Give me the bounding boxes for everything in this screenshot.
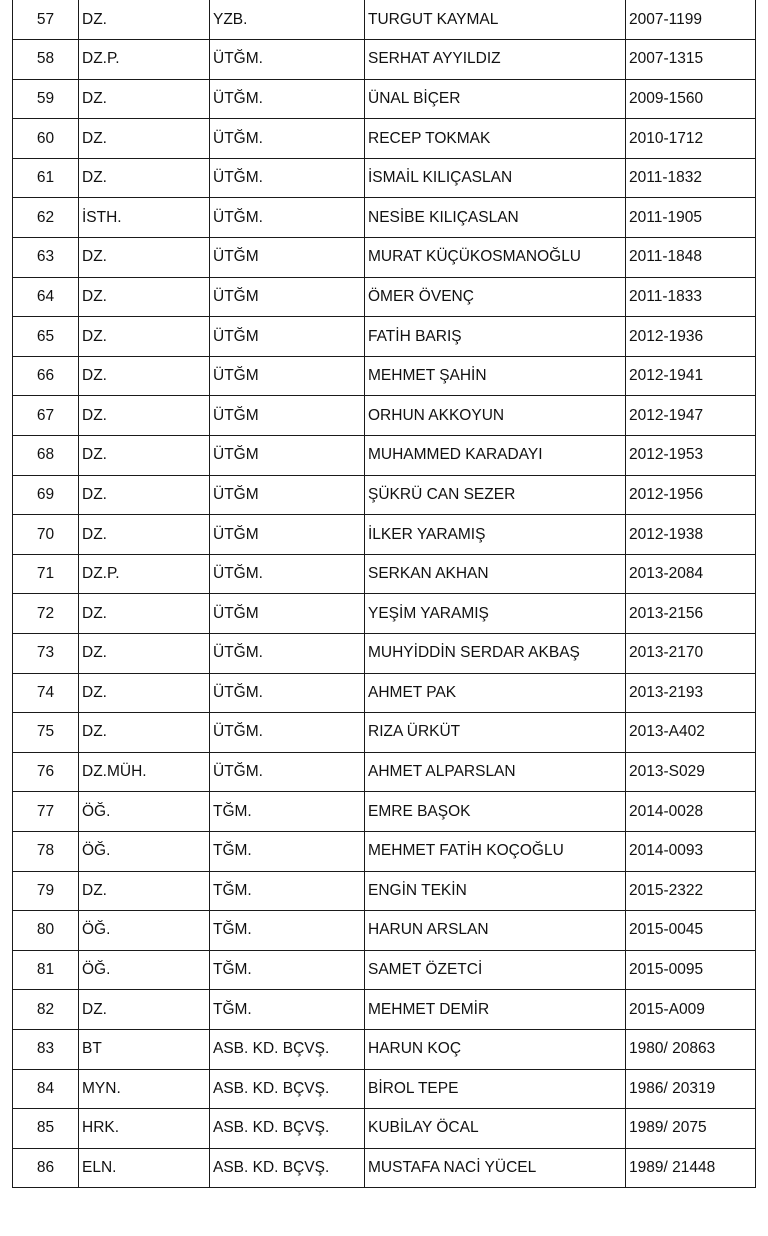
registry-number-cell: 2011-1833 — [626, 277, 756, 317]
name-cell: SAMET ÖZETCİ — [365, 950, 626, 990]
registry-number-cell: 1980/ 20863 — [626, 1029, 756, 1069]
branch-cell: DZ. — [79, 673, 210, 713]
row-number: 67 — [13, 396, 79, 436]
row-number: 63 — [13, 238, 79, 278]
name-cell: MUSTAFA NACİ YÜCEL — [365, 1148, 626, 1188]
registry-number-cell: 2015-A009 — [626, 990, 756, 1030]
table-row — [13, 713, 756, 753]
row-number: 78 — [13, 831, 79, 871]
row-number: 74 — [13, 673, 79, 713]
registry-number-cell: 1989/ 21448 — [626, 1148, 756, 1188]
branch-cell: DZ. — [79, 277, 210, 317]
branch-cell: DZ. — [79, 990, 210, 1030]
rank-cell: ASB. KD. BÇVŞ. — [210, 1109, 365, 1149]
name-cell: BİROL TEPE — [365, 1069, 626, 1109]
rank-cell: ÜTĞM. — [210, 158, 365, 198]
table-row — [13, 238, 756, 278]
rank-cell: ÜTĞM. — [210, 634, 365, 674]
rank-cell: ÜTĞM — [210, 317, 365, 357]
branch-cell: DZ.P. — [79, 40, 210, 80]
rank-cell: ÜTĞM. — [210, 713, 365, 753]
branch-cell: DZ.MÜH. — [79, 752, 210, 792]
branch-cell: ÖĞ. — [79, 831, 210, 871]
name-cell: HARUN ARSLAN — [365, 911, 626, 951]
name-cell: NESİBE KILIÇASLAN — [365, 198, 626, 238]
row-number: 81 — [13, 950, 79, 990]
rank-cell: ÜTĞM — [210, 396, 365, 436]
name-cell: FATİH BARIŞ — [365, 317, 626, 357]
row-number: 66 — [13, 356, 79, 396]
row-number: 62 — [13, 198, 79, 238]
branch-cell: DZ. — [79, 119, 210, 159]
name-cell: SERKAN AKHAN — [365, 554, 626, 594]
row-number: 77 — [13, 792, 79, 832]
name-cell: TURGUT KAYMAL — [365, 0, 626, 40]
row-number: 58 — [13, 40, 79, 80]
registry-number-cell: 1986/ 20319 — [626, 1069, 756, 1109]
rank-cell: ÜTĞM. — [210, 40, 365, 80]
branch-cell: DZ. — [79, 475, 210, 515]
branch-cell: DZ. — [79, 871, 210, 911]
row-number: 76 — [13, 752, 79, 792]
registry-number-cell: 2012-1936 — [626, 317, 756, 357]
rank-cell: ÜTĞM — [210, 238, 365, 278]
branch-cell: DZ. — [79, 79, 210, 119]
branch-cell: ÖĞ. — [79, 792, 210, 832]
branch-cell: MYN. — [79, 1069, 210, 1109]
name-cell: RIZA ÜRKÜT — [365, 713, 626, 753]
name-cell: MEHMET ŞAHİN — [365, 356, 626, 396]
registry-number-cell: 2012-1938 — [626, 515, 756, 555]
registry-number-cell: 2015-0095 — [626, 950, 756, 990]
row-number: 61 — [13, 158, 79, 198]
rank-cell: TĞM. — [210, 831, 365, 871]
rank-cell: ÜTĞM. — [210, 673, 365, 713]
branch-cell: ÖĞ. — [79, 950, 210, 990]
registry-number-cell: 2013-2084 — [626, 554, 756, 594]
name-cell: YEŞİM YARAMIŞ — [365, 594, 626, 634]
rank-cell: ÜTĞM. — [210, 198, 365, 238]
rank-cell: ÜTĞM — [210, 475, 365, 515]
rank-cell: ASB. KD. BÇVŞ. — [210, 1148, 365, 1188]
table-row — [13, 554, 756, 594]
row-number: 82 — [13, 990, 79, 1030]
registry-number-cell: 2007-1199 — [626, 0, 756, 40]
name-cell: ORHUN AKKOYUN — [365, 396, 626, 436]
table-row — [13, 990, 756, 1030]
name-cell: ŞÜKRÜ CAN SEZER — [365, 475, 626, 515]
table-row — [13, 792, 756, 832]
rank-cell: ÜTĞM — [210, 436, 365, 476]
name-cell: ÜNAL BİÇER — [365, 79, 626, 119]
table-row — [13, 871, 756, 911]
row-number: 79 — [13, 871, 79, 911]
branch-cell: DZ. — [79, 634, 210, 674]
registry-number-cell: 2011-1905 — [626, 198, 756, 238]
name-cell: KUBİLAY ÖCAL — [365, 1109, 626, 1149]
rank-cell: ÜTĞM. — [210, 79, 365, 119]
registry-number-cell: 2011-1832 — [626, 158, 756, 198]
registry-number-cell: 2013-S029 — [626, 752, 756, 792]
branch-cell: DZ. — [79, 356, 210, 396]
row-number: 70 — [13, 515, 79, 555]
name-cell: HARUN KOÇ — [365, 1029, 626, 1069]
table-row — [13, 1069, 756, 1109]
branch-cell: DZ. — [79, 158, 210, 198]
row-number: 75 — [13, 713, 79, 753]
name-cell: İSMAİL KILIÇASLAN — [365, 158, 626, 198]
registry-number-cell: 2013-2170 — [626, 634, 756, 674]
table-row — [13, 1109, 756, 1149]
table-row — [13, 673, 756, 713]
branch-cell: ÖĞ. — [79, 911, 210, 951]
row-number: 83 — [13, 1029, 79, 1069]
registry-number-cell: 2014-0028 — [626, 792, 756, 832]
name-cell: SERHAT AYYILDIZ — [365, 40, 626, 80]
rank-cell: TĞM. — [210, 792, 365, 832]
registry-number-cell: 2013-2193 — [626, 673, 756, 713]
row-number: 73 — [13, 634, 79, 674]
branch-cell: DZ.P. — [79, 554, 210, 594]
row-number: 57 — [13, 0, 79, 40]
name-cell: MEHMET FATİH KOÇOĞLU — [365, 831, 626, 871]
registry-number-cell: 2014-0093 — [626, 831, 756, 871]
row-number: 69 — [13, 475, 79, 515]
branch-cell: HRK. — [79, 1109, 210, 1149]
row-number: 85 — [13, 1109, 79, 1149]
branch-cell: DZ. — [79, 238, 210, 278]
table-row — [13, 158, 756, 198]
row-number: 71 — [13, 554, 79, 594]
table-row — [13, 198, 756, 238]
rank-cell: ÜTĞM — [210, 515, 365, 555]
registry-number-cell: 2015-0045 — [626, 911, 756, 951]
row-number: 65 — [13, 317, 79, 357]
registry-number-cell: 1989/ 2075 — [626, 1109, 756, 1149]
rank-cell: ASB. KD. BÇVŞ. — [210, 1069, 365, 1109]
branch-cell: DZ. — [79, 436, 210, 476]
branch-cell: DZ. — [79, 594, 210, 634]
registry-number-cell: 2009-1560 — [626, 79, 756, 119]
name-cell: ÖMER ÖVENÇ — [365, 277, 626, 317]
registry-number-cell: 2011-1848 — [626, 238, 756, 278]
registry-number-cell: 2015-2322 — [626, 871, 756, 911]
rank-cell: ÜTĞM. — [210, 119, 365, 159]
personnel-table — [12, 0, 756, 1188]
rank-cell: ÜTĞM — [210, 277, 365, 317]
table-row — [13, 831, 756, 871]
table-row — [13, 119, 756, 159]
rank-cell: TĞM. — [210, 911, 365, 951]
rank-cell: ÜTĞM — [210, 356, 365, 396]
table-row — [13, 594, 756, 634]
name-cell: MEHMET DEMİR — [365, 990, 626, 1030]
table-row — [13, 277, 756, 317]
row-number: 60 — [13, 119, 79, 159]
row-number: 59 — [13, 79, 79, 119]
registry-number-cell: 2012-1941 — [626, 356, 756, 396]
branch-cell: BT — [79, 1029, 210, 1069]
name-cell: İLKER YARAMIŞ — [365, 515, 626, 555]
registry-number-cell: 2010-1712 — [626, 119, 756, 159]
table-body — [13, 0, 756, 1188]
registry-number-cell: 2007-1315 — [626, 40, 756, 80]
table-row — [13, 1029, 756, 1069]
name-cell: ENGİN TEKİN — [365, 871, 626, 911]
registry-number-cell: 2012-1953 — [626, 436, 756, 476]
registry-number-cell: 2013-2156 — [626, 594, 756, 634]
name-cell: MURAT KÜÇÜKOSMANOĞLU — [365, 238, 626, 278]
roster-sheet — [12, 0, 756, 1188]
branch-cell: ELN. — [79, 1148, 210, 1188]
table-row — [13, 950, 756, 990]
row-number: 80 — [13, 911, 79, 951]
table-row — [13, 475, 756, 515]
table-row — [13, 752, 756, 792]
name-cell: RECEP TOKMAK — [365, 119, 626, 159]
name-cell: AHMET ALPARSLAN — [365, 752, 626, 792]
name-cell: MUHYİDDİN SERDAR AKBAŞ — [365, 634, 626, 674]
registry-number-cell: 2013-A402 — [626, 713, 756, 753]
row-number: 86 — [13, 1148, 79, 1188]
row-number: 72 — [13, 594, 79, 634]
rank-cell: TĞM. — [210, 990, 365, 1030]
branch-cell: İSTH. — [79, 198, 210, 238]
table-row — [13, 911, 756, 951]
branch-cell: DZ. — [79, 0, 210, 40]
table-row — [13, 356, 756, 396]
table-row — [13, 1148, 756, 1188]
rank-cell: TĞM. — [210, 871, 365, 911]
row-number: 64 — [13, 277, 79, 317]
branch-cell: DZ. — [79, 713, 210, 753]
name-cell: AHMET PAK — [365, 673, 626, 713]
rank-cell: ÜTĞM — [210, 594, 365, 634]
table-row — [13, 0, 756, 40]
rank-cell: ÜTĞM. — [210, 554, 365, 594]
table-row — [13, 396, 756, 436]
branch-cell: DZ. — [79, 396, 210, 436]
registry-number-cell: 2012-1956 — [626, 475, 756, 515]
name-cell: MUHAMMED KARADAYI — [365, 436, 626, 476]
rank-cell: YZB. — [210, 0, 365, 40]
name-cell: EMRE BAŞOK — [365, 792, 626, 832]
rank-cell: TĞM. — [210, 950, 365, 990]
registry-number-cell: 2012-1947 — [626, 396, 756, 436]
table-row — [13, 634, 756, 674]
branch-cell: DZ. — [79, 317, 210, 357]
table-row — [13, 436, 756, 476]
branch-cell: DZ. — [79, 515, 210, 555]
row-number: 84 — [13, 1069, 79, 1109]
table-row — [13, 317, 756, 357]
rank-cell: ASB. KD. BÇVŞ. — [210, 1029, 365, 1069]
table-row — [13, 40, 756, 80]
table-row — [13, 79, 756, 119]
table-row — [13, 515, 756, 555]
row-number: 68 — [13, 436, 79, 476]
rank-cell: ÜTĞM. — [210, 752, 365, 792]
